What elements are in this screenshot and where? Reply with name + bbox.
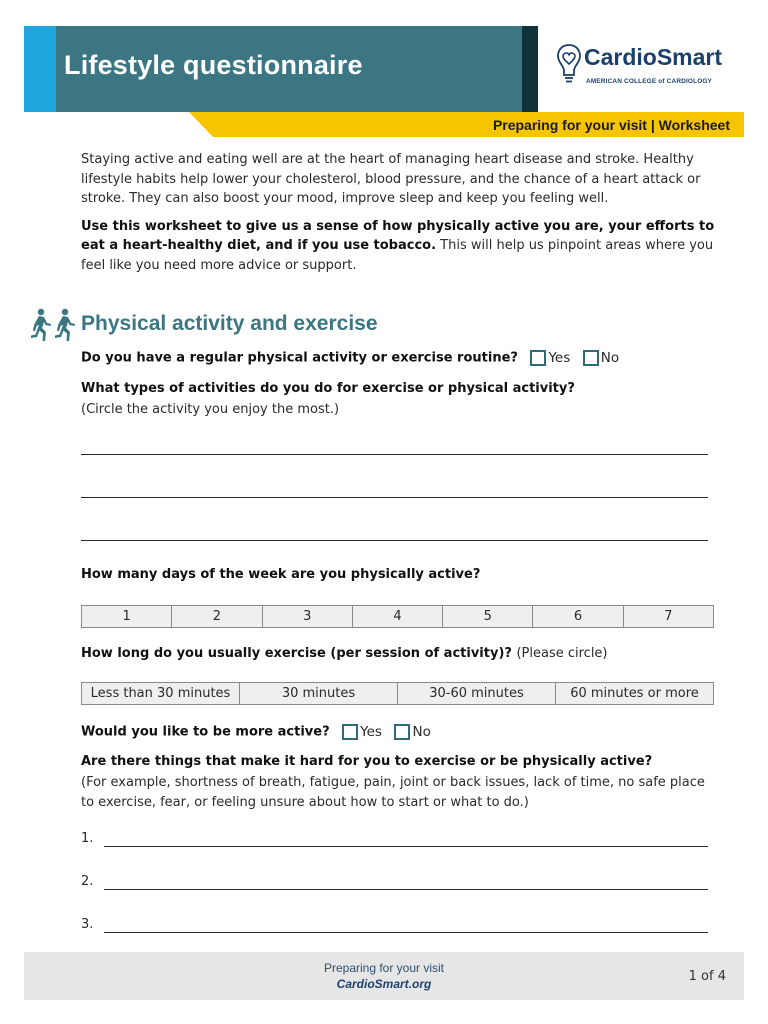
worksheet-page xyxy=(24,24,744,1000)
question-barriers: Are there things that make it hard for you to exercise or be physically active? xyxy=(81,754,653,769)
intro-paragraph-2 xyxy=(81,217,726,276)
answer-line-barrier-3[interactable] xyxy=(104,932,708,933)
duration-option-1[interactable]: Less than 30 minutes xyxy=(82,683,240,704)
barrier-number-3: 3. xyxy=(81,917,94,932)
days-option-1[interactable]: 1 xyxy=(82,606,172,627)
duration-option-4[interactable]: 60 minutes or more xyxy=(570,686,699,701)
logo-subtitle: AMERICAN COLLEGE of CARDIOLOGY xyxy=(586,78,712,85)
page-footer xyxy=(24,952,744,1000)
question-barriers-note: (For example, shortness of breath, fatigue, pain, joint or back issues, lack of time, no safe place to exercise, fear, or feeling unsure about how to start or what to do.) xyxy=(81,775,705,810)
ribbon-label: Preparing for your visit | Worksheet xyxy=(492,117,730,133)
logo-wordmark: CardioSmart xyxy=(584,44,723,70)
question-duration-note: (Please circle) xyxy=(516,646,608,661)
intro-rest: This will help us pinpoint areas where you feel like you need more advice or support. xyxy=(81,238,714,273)
question-types-note: (Circle the activity you enjoy the most.) xyxy=(81,402,340,417)
routine-no-checkbox[interactable] xyxy=(583,350,599,366)
intro-paragraph-1: Staying active and eating well are at the heart of managing heart disease and stroke. Healthy lifestyle habits help lower your cholesterol, blood pressure, and the chance of a heart attack or stroke. They can also boost your mood, improve sleep and keep you feeling well. xyxy=(81,152,701,206)
more-active-yes-label: Yes xyxy=(360,724,382,740)
section-title: Physical activity and exercise xyxy=(81,312,378,335)
answer-line-barrier-2[interactable] xyxy=(104,889,708,890)
worksheet-ribbon xyxy=(189,112,744,137)
footer-tagline: Preparing for your visit xyxy=(323,961,445,975)
routine-yes-label: Yes xyxy=(548,350,571,366)
days-option-6[interactable]: 6 xyxy=(533,606,623,627)
more-active-yes-checkbox[interactable] xyxy=(342,724,358,740)
more-active-no-checkbox[interactable] xyxy=(394,724,410,740)
days-option-5[interactable]: 5 xyxy=(443,606,533,627)
routine-no-label: No xyxy=(600,350,620,366)
question-types: What types of activities do you do for exercise or physical activity? xyxy=(81,381,575,396)
routine-yes-checkbox[interactable] xyxy=(530,350,546,366)
question-routine xyxy=(81,350,619,366)
answer-line-types-2[interactable] xyxy=(81,497,708,498)
question-duration xyxy=(81,646,608,661)
days-options-grid xyxy=(81,605,714,628)
barrier-number-1: 1. xyxy=(81,831,94,846)
header-band xyxy=(24,24,744,112)
question-days: How many days of the week are you physically active? xyxy=(81,567,481,582)
question-routine-text: Do you have a regular physical activity or exercise routine? xyxy=(81,350,518,366)
answer-line-types-3[interactable] xyxy=(81,540,708,541)
intro-text xyxy=(81,150,726,283)
duration-option-2[interactable]: 30 minutes xyxy=(240,683,398,704)
duration-options-grid xyxy=(81,682,714,705)
question-more-active-text: Would you like to be more active? xyxy=(81,724,330,740)
answer-line-barrier-1[interactable] xyxy=(104,846,708,847)
runners-icon xyxy=(29,307,77,347)
days-option-4[interactable]: 4 xyxy=(353,606,443,627)
heart-bulb-icon xyxy=(556,42,582,86)
answer-line-types-1[interactable] xyxy=(81,454,708,455)
more-active-no-label: No xyxy=(412,724,431,740)
duration-option-3[interactable]: 30-60 minutes xyxy=(398,683,556,704)
header-dark-stripe xyxy=(522,26,538,112)
days-option-2[interactable]: 2 xyxy=(172,606,262,627)
cardiosmart-logo xyxy=(556,40,736,92)
question-duration-text: How long do you usually exercise (per session of activity)? xyxy=(81,646,512,661)
header-blue-stripe xyxy=(24,26,56,112)
days-option-7[interactable]: 7 xyxy=(664,609,673,624)
intro-emphasis: Use this worksheet to give us a sense of how physically active you are, your efforts to eat a heart-healthy diet, and if you use tobacco. xyxy=(81,218,715,253)
page-number: 1 of 4 xyxy=(688,969,726,984)
days-option-3[interactable]: 3 xyxy=(263,606,353,627)
page-title: Lifestyle questionnaire xyxy=(64,50,363,80)
question-more-active xyxy=(81,724,431,740)
barrier-number-2: 2. xyxy=(81,874,94,889)
footer-site-link[interactable]: CardioSmart.org xyxy=(336,977,432,991)
